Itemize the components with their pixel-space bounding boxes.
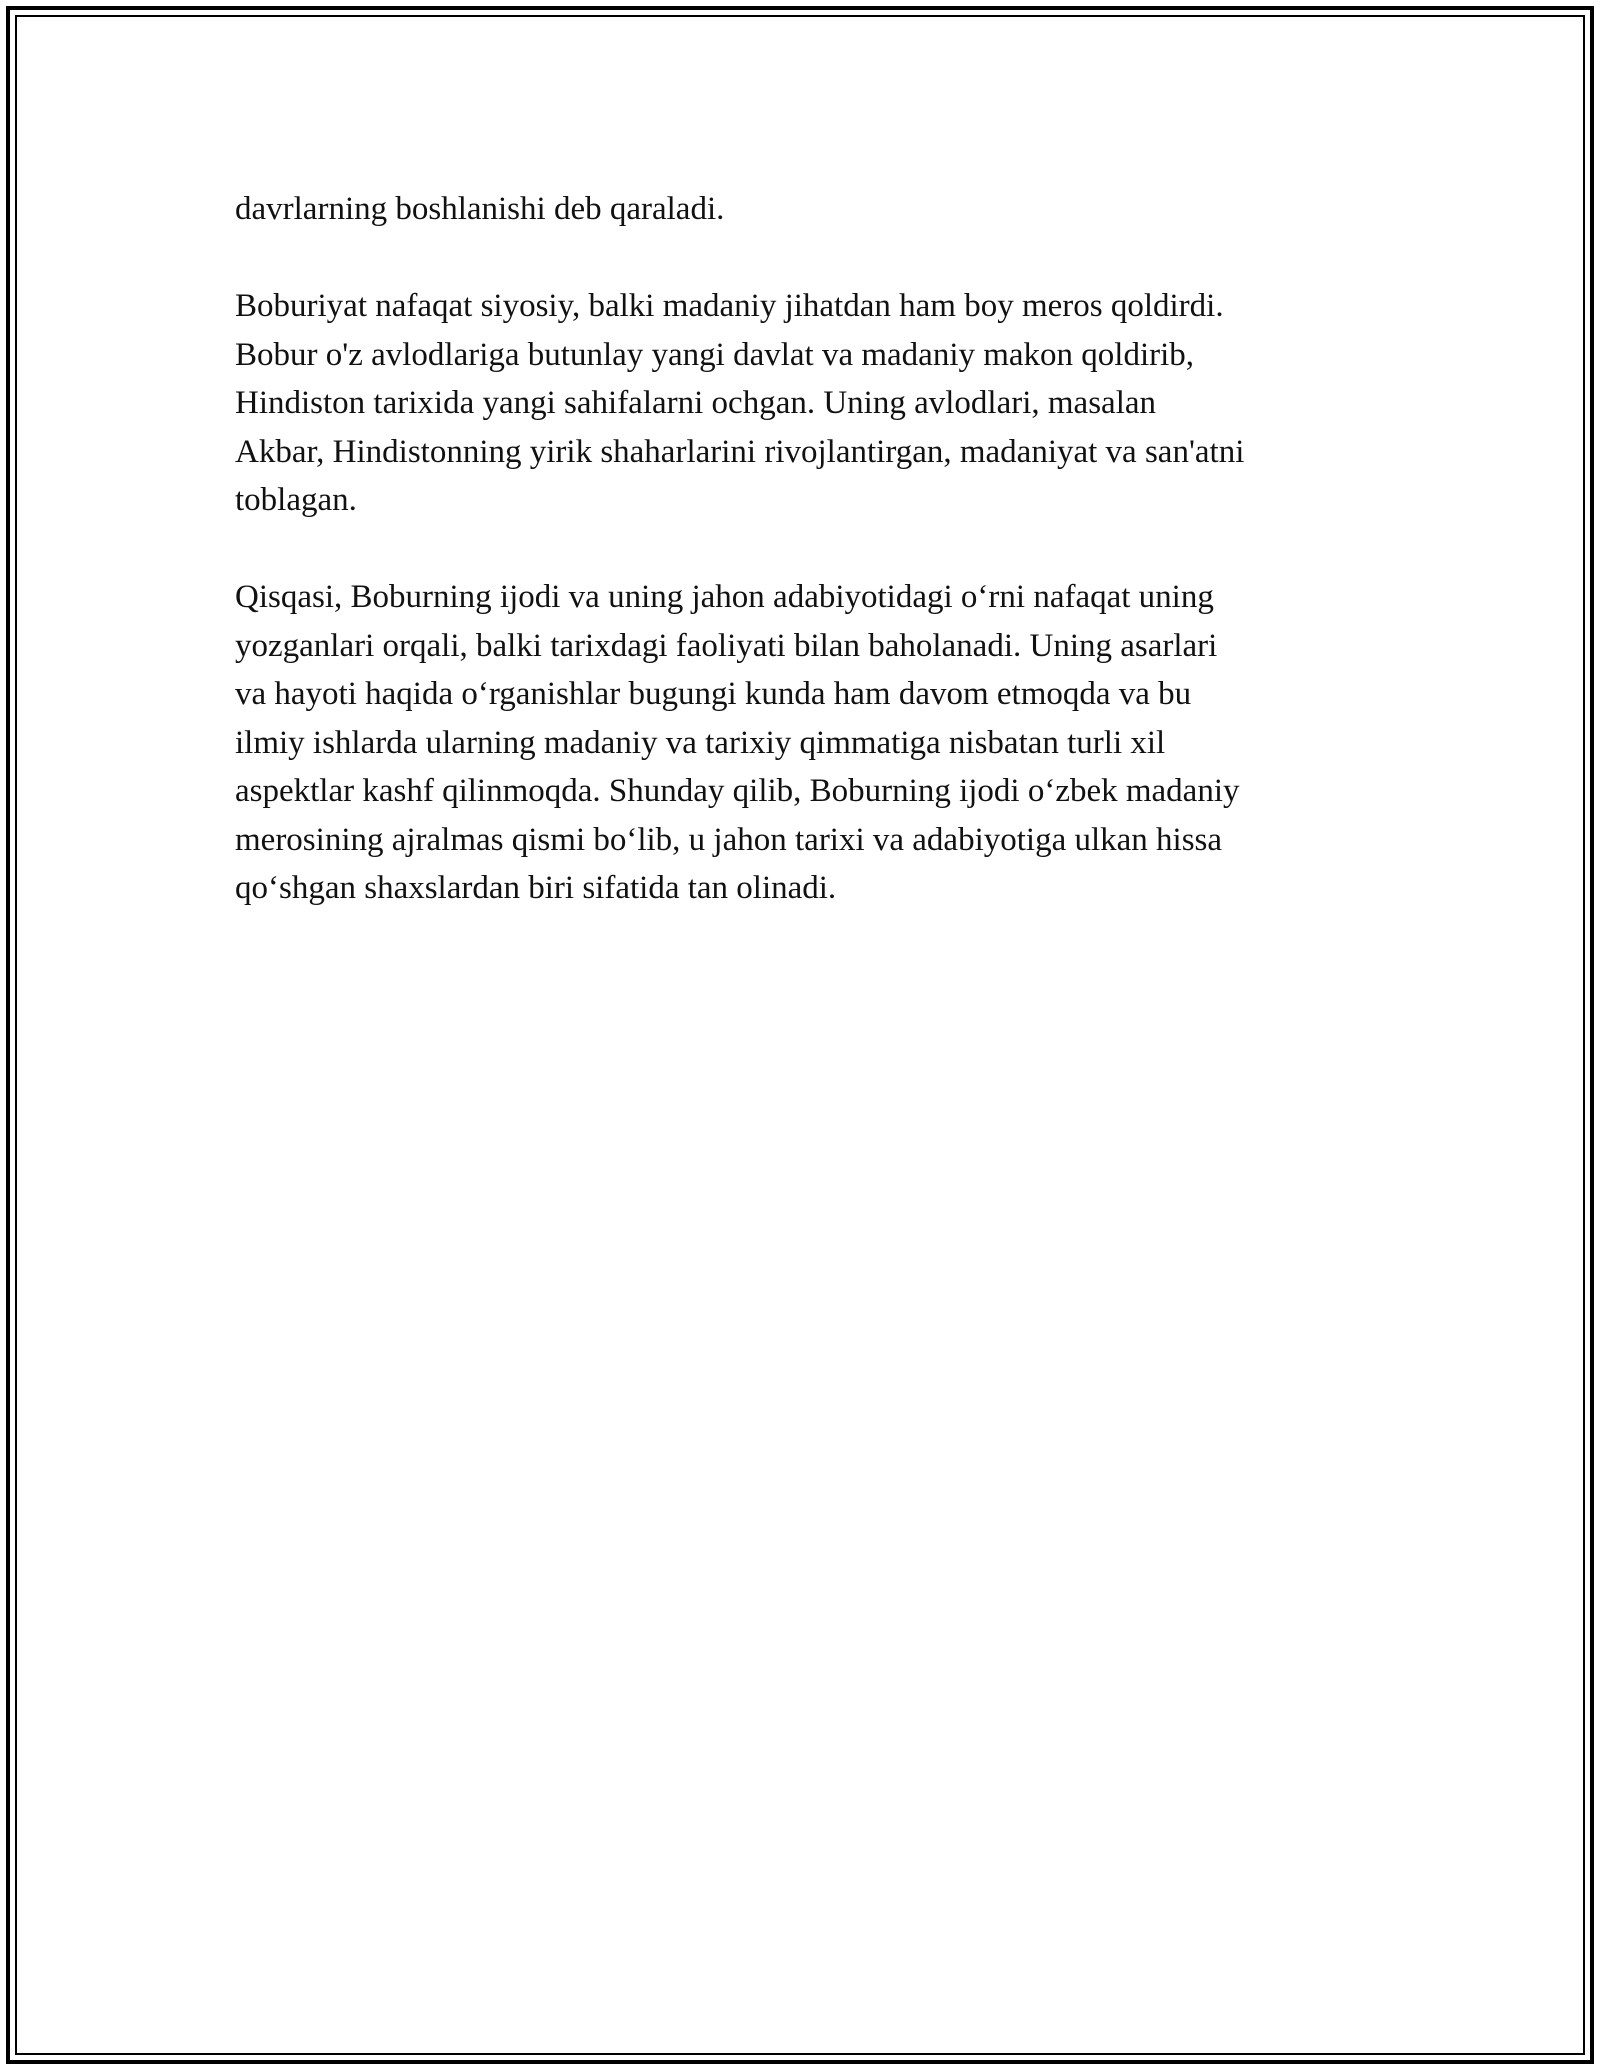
- paragraph-continuation: davrlarning boshlanishi deb qaraladi.: [235, 191, 725, 227]
- paragraph-conclusion: Qisqasi, Boburning ijodi va uning jahon adabiyotidagi o‘rni nafaqat uning yozganlari orqali, balki tarixdagi faoliyati bilan baholanadi. Uning asarlari va hayoti haqida o‘rganishlar bugungi kunda ham davom etmoqda va bu ilmiy ishlarda ularning madaniy va tarixiy qimmatiga nisbatan turli xil aspektlar kashf qilinmoqda. Shunday qilib, Boburning ijodi o‘zbek madaniy merosining ajralmas qismi bo‘lib, u jahon tarixi va adabiyotiga ulkan hissa qo‘shgan shaxslardan biri sifatida tan olinadi.: [235, 579, 1240, 906]
- document-body: [235, 185, 1365, 961]
- paragraph-boburiyat-legacy: Boburiyat nafaqat siyosiy, balki madaniy jihatdan ham boy meros qoldirdi. Bobur o'z avlodlariga butunlay yangi davlat va madaniy makon qoldirib, Hindiston tarixida yangi sahifalarni ochgan. Uning avlodlari, masalan Akbar, Hindistonning yirik shaharlarini rivojlantirgan, madaniyat va san'atni toblagan.: [235, 288, 1245, 518]
